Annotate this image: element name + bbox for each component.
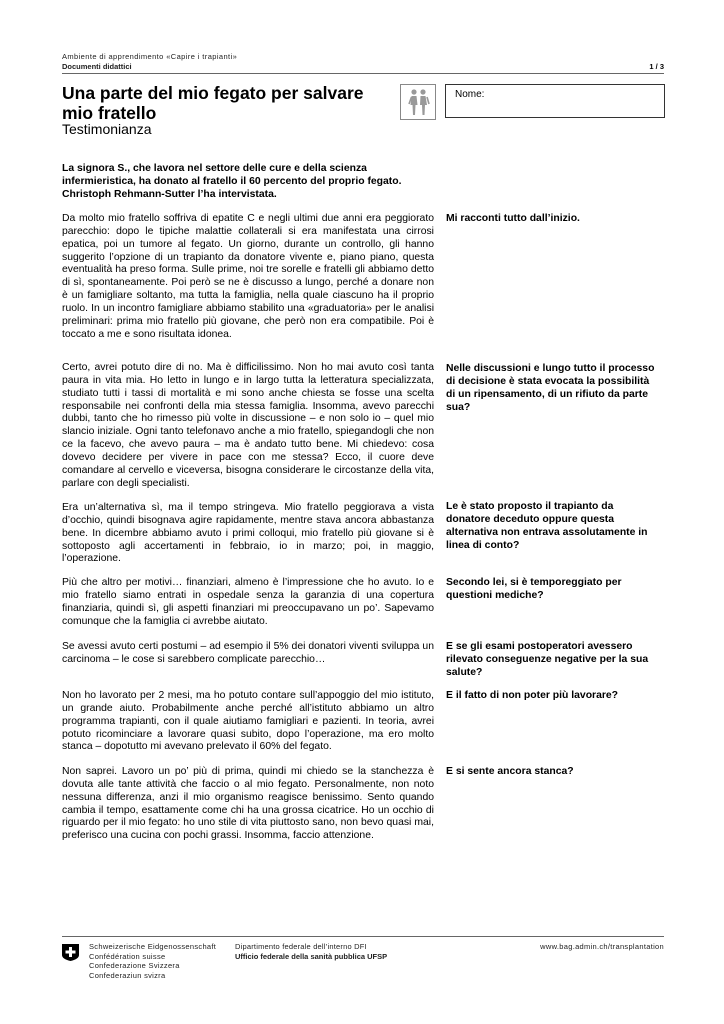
- two-people-walking-icon: [400, 84, 436, 120]
- swiss-cross-icon: [62, 944, 79, 961]
- footer-url[interactable]: www.bag.admin.ch/transplantation: [540, 942, 664, 951]
- answer-paragraph-6: Non ho lavorato per 2 mesi, ma ho potuto contare sull’appoggio del mio istituto, un grande aiuto. Probabilmente anche perché all’istituto abbiamo un altro programma trapianti, con il quale aiutiamo famigliari e pazienti. In teoria, avrei potuto ricominciare a lavorare quasi subito, dopo l’operazione, ma ero molto stanca – dopotutto mi avevano prelevato il 60% del fegato.: [62, 690, 434, 753]
- question-6: E il fatto di non poter più lavorare?: [446, 690, 619, 701]
- environment-label: Ambiente di apprendimento «Capire i trapianti»: [62, 52, 238, 61]
- question-5: E se gli esami postoperatori avessero rilevato conseguenze negative per la sua salute?: [446, 641, 649, 678]
- question-3: Le è stato proposto il trapianto da donatore deceduto oppure questa alternativa non entrava assolutamente in linea di conto?: [446, 501, 648, 551]
- page-number: 1 / 3: [649, 62, 664, 71]
- question-7: E si sente ancora stanca?: [446, 766, 574, 777]
- department-name: Dipartimento federale dell’interno DFI: [235, 942, 367, 951]
- answer-paragraph-5: Se avessi avuto certi postumi – ad esempio il 5% dei donatori viventi sviluppa un carcinoma – le cose si sarebbero complicate parecchio…: [62, 641, 434, 665]
- answer-paragraph-4: Più che altro per motivi… finanziari, almeno è l’impressione che ho avuto. Io e mio fratello siamo entrati in ospedale senza la garanzia di una copertura finanziaria, quindi sì, gli aspetti finanziari mi preoccupavano un po’. Sapevamo comunque che la famiglia ci avrebbe aiutato.: [62, 577, 434, 627]
- office-name: Ufficio federale della sanità pubblica UFSP: [235, 951, 388, 961]
- answer-paragraph-1: Da molto mio fratello soffriva di epatite C e negli ultimi due anni era peggiorato parecchio: dopo le tipiche malattie collaterali si era manifestata una cirrosi epatica, poi un tumore al fegato. Un giorno, durante un controllo, gli hanno suggerito l’opzione di un trapianto da donatore vivente e, piano piano, questa eventualità ha preso forma. Sulle prime, noi tre sorelle e fratelli gli abbiamo detto di sì, spontaneamente. Poi però se ne è discusso a lungo, perché a donare non è un famigliare soltanto, ma tutta la famiglia, nella quale ciascuno ha il proprio ruolo. In un incontro famigliare abbiamo stabilito una «graduatoria» per le analisi preliminari: prima mio fratello più giovane, che però non era compatibile. Poi è toccato a me e sono risultata idonea.: [62, 213, 434, 340]
- question-1: Mi racconti tutto dall’inizio.: [446, 213, 580, 224]
- confederation-fr: Confédération suisse: [89, 951, 166, 961]
- footer-divider: [62, 936, 664, 937]
- question-4: Secondo lei, si è temporeggiato per questioni mediche?: [446, 577, 622, 601]
- intro-text: La signora S., che lavora nel settore delle cure e della scienza infermieristica, ha donato al fratello il 60 percento del proprio fegato. Christoph Rehmann-Sutter l’ha intervistata.: [62, 163, 402, 200]
- confederation-de: Schweizerische Eidgenossenschaft: [89, 942, 217, 951]
- answer-paragraph-7: Non saprei. Lavoro un po’ più di prima, quindi mi chiedo se la stanchezza è dovuta alle tante attività che faccio o al mio fegato. Personalmente, non noto nessuna differenza, anzi il mio organismo reagisce benissimo. Sento quando cambia il tempo, esattamente come chi ha una grossa cicatrice. Ho un occhio di riguardo per il mio fegato: ho uno stile di vita piuttosto sano, non bevo quasi mai, preferisco una cucina con pochi grassi. Insomma, faccio attenzione.: [62, 766, 434, 842]
- answer-paragraph-2: Certo, avrei potuto dire di no. Ma è difficilissimo. Non ho mai avuto così tanta paura in vita mia. Ho letto in lungo e in largo tutta la letteratura specializzata, studiato tutti i tassi di mortalità e mi sono anche chiesta se fosse una scelta responsabile nei confronti della mia stessa famiglia. Insomma, avevo parecchi dubbi, tanto che ho rimesso più volte in discussione – e non solo io – quel mio slancio iniziale. Ogni tanto telefonavo anche a mio fratello, spiegandogli che non ce la facevo, che avevo paura – ma è andato tutto bene. Mi chiedevo: cosa dovevo decidere per vivere in pace con me stessa? Ecco, il cuore deve comandare al cervello e viceversa, bisogna considerare le circostanze della vita, parlare con degli specialisti.: [62, 362, 434, 489]
- question-2: Nelle discussioni e lungo tutto il processo di decisione è stata evocata la possibilità di un ripensamento, di un rifiuto da parte sua?: [446, 363, 655, 413]
- confederation-rm: Confederaziun svizra: [89, 970, 166, 980]
- section-label: Documenti didattici: [62, 62, 132, 71]
- page-subtitle: Testimonianza: [62, 121, 152, 137]
- confederation-it: Confederazione Svizzera: [89, 961, 180, 970]
- department-info: [235, 942, 387, 961]
- document-header: [62, 52, 237, 72]
- header-divider: [62, 73, 664, 74]
- name-field[interactable]: [445, 84, 665, 118]
- confederation-names: [89, 942, 216, 980]
- answer-paragraph-3: Era un’alternativa sì, ma il tempo stringeva. Mio fratello peggiorava a vista d’occhio, quindi bisognava agire rapidamente, mentre stava ancora abbastanza bene. In dicembre abbiamo avuto i primi colloqui, mio fratello più giovane si è sottoposto agli accertamenti in febbraio, io in marzo; poi, in maggio, l’operazione.: [62, 502, 434, 565]
- page-title: Una parte del mio fegato per salvare mio fratello: [62, 83, 364, 123]
- name-label: Nome:: [455, 89, 485, 100]
